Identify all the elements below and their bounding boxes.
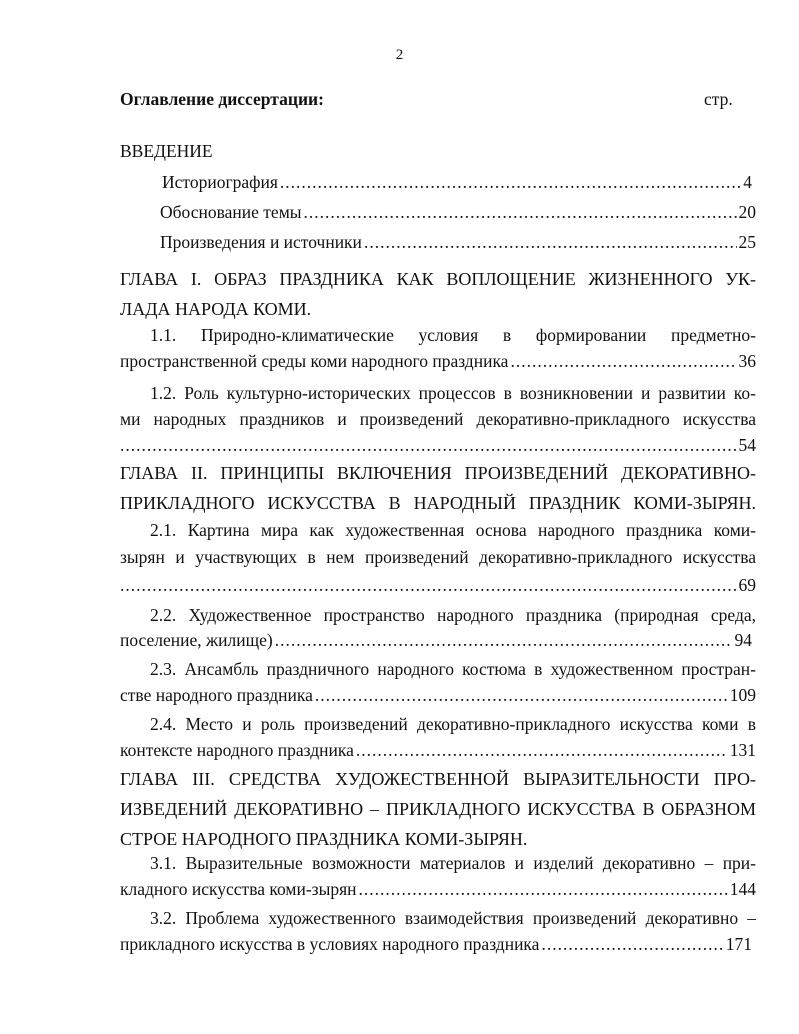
section-3-2[interactable] (120, 905, 756, 931)
section-line-1: 3.2. Проблема художественного взаимодействия произведений декоративно – (150, 908, 756, 928)
toc-entry-page: 69 (738, 575, 756, 595)
section-line-1: 2.2. Художественное пространство народного праздника (природная среда, (150, 605, 756, 625)
toc-entry-page: 25 (738, 232, 756, 252)
section-2-1-line-2 (120, 544, 756, 570)
section-2-1-tail[interactable] (120, 573, 756, 597)
intro-heading: ВВЕДЕНИЕ (120, 141, 213, 161)
chapter-3-line-2: ИЗВЕДЕНИЙ ДЕКОРАТИВНО – ПРИКЛАДНОГО ИСКУССТВА В ОБРАЗНОМ (120, 799, 756, 819)
section-2-2[interactable] (120, 602, 756, 628)
page-number: 2 (395, 47, 404, 63)
chapter-2-heading[interactable] (120, 458, 756, 518)
section-1-1[interactable] (120, 322, 756, 348)
toc-entry-label: Историография (162, 172, 278, 192)
chapter-2-line-2: ПРИКЛАДНОГО ИСКУССТВА В НАРОДНЫЙ ПРАЗДНИК КОМИ-ЗЫРЯН. (120, 493, 756, 513)
toc-entry-page: 94 (734, 630, 752, 650)
chapter-3-line-1: ГЛАВА III. СРЕДСТВА ХУДОЖЕСТВЕННОЙ ВЫРАЗИТЕЛЬНОСТИ ПРО- (120, 769, 756, 789)
section-1-2-line-2 (120, 406, 756, 432)
toc-entry-page: 131 (729, 740, 756, 760)
dot-leader (120, 433, 737, 457)
page-column-label: стр. (704, 89, 733, 109)
section-line-1: 3.1. Выразительные возможности материалов и изделий декоративно – при- (150, 853, 756, 873)
section-line-2: стве народного праздника (120, 685, 313, 705)
section-line-2: зырян и участвующих в нем произведений декоративно-прикладного искусства (120, 547, 756, 567)
section-2-1[interactable] (120, 517, 756, 543)
section-2-4-tail[interactable] (120, 738, 756, 762)
toc-entry-page: 4 (743, 172, 752, 192)
dot-leader (120, 573, 737, 597)
section-2-2-tail[interactable] (120, 628, 752, 652)
toc-entry-page: 36 (738, 351, 756, 371)
toc-title: Оглавление диссертации: (120, 89, 324, 109)
dot-leader (541, 932, 723, 956)
section-line-2: пространственной среды коми народного праздника (120, 351, 509, 371)
section-1-2[interactable] (120, 380, 756, 406)
section-line-2: кладного искусства коми-зырян (120, 879, 357, 899)
section-1-2-tail[interactable] (120, 433, 756, 457)
chapter-3-heading[interactable] (120, 764, 756, 854)
dot-leader (359, 877, 728, 901)
toc-entry-label: Обоснование темы (160, 202, 302, 222)
section-line-2: прикладного искусства в условиях народного праздника (120, 934, 540, 954)
section-1-1-tail[interactable] (120, 349, 756, 373)
toc-entry-page: 20 (738, 202, 756, 222)
section-3-1-tail[interactable] (120, 877, 756, 901)
toc-entry-works-sources[interactable] (160, 230, 756, 254)
section-line-2: контексте народного праздника (120, 740, 354, 760)
chapter-1-line-1: ГЛАВА I. ОБРАЗ ПРАЗДНИКА КАК ВОПЛОЩЕНИЕ ЖИЗНЕННОГО УК- (120, 269, 756, 289)
toc-entry-page: 109 (729, 685, 756, 705)
toc-entry-topic-justification[interactable] (160, 200, 756, 224)
section-2-3-tail[interactable] (120, 683, 756, 707)
section-line-1: 2.4. Место и роль произведений декоративно-прикладного искусства коми в (150, 714, 756, 734)
dot-leader (280, 170, 741, 194)
toc-entry-page: 171 (725, 934, 752, 954)
dot-leader (510, 349, 736, 373)
section-line-2: ми народных праздников и произведений декоративно-прикладного искусства (120, 409, 756, 429)
toc-entry-label: Произведения и источники (160, 232, 362, 252)
dot-leader (356, 738, 728, 762)
toc-entry-page: 54 (738, 435, 756, 455)
chapter-1-line-2: ЛАДА НАРОДА КОМИ. (120, 299, 312, 319)
chapter-1-heading[interactable] (120, 264, 756, 324)
chapter-3-line-3: СТРОЕ НАРОДНОГО ПРАЗДНИКА КОМИ-ЗЫРЯН. (120, 829, 528, 849)
section-line-1: 1.2. Роль культурно-исторических процессов в возникновении и развитии ко- (150, 383, 756, 403)
section-line-2: поселение, жилище) (120, 630, 273, 650)
toc-entry-page: 144 (729, 879, 756, 899)
section-3-1[interactable] (120, 850, 756, 876)
dot-leader (304, 200, 737, 224)
section-line-1: 2.1. Картина мира как художественная основа народного праздника коми- (150, 520, 756, 540)
dot-leader (275, 628, 733, 652)
section-line-1: 2.3. Ансамбль праздничного народного костюма в художественном простран- (150, 659, 756, 679)
dot-leader (315, 683, 728, 707)
dot-leader (364, 230, 737, 254)
section-2-3[interactable] (120, 656, 756, 682)
section-2-4[interactable] (120, 711, 756, 737)
toc-entry-historiography[interactable] (162, 170, 752, 194)
section-3-2-tail[interactable] (120, 932, 752, 956)
section-line-1: 1.1. Природно-климатические условия в формировании предметно- (150, 325, 756, 345)
chapter-2-line-1: ГЛАВА II. ПРИНЦИПЫ ВКЛЮЧЕНИЯ ПРОИЗВЕДЕНИЙ ДЕКОРАТИВНО- (120, 463, 756, 483)
